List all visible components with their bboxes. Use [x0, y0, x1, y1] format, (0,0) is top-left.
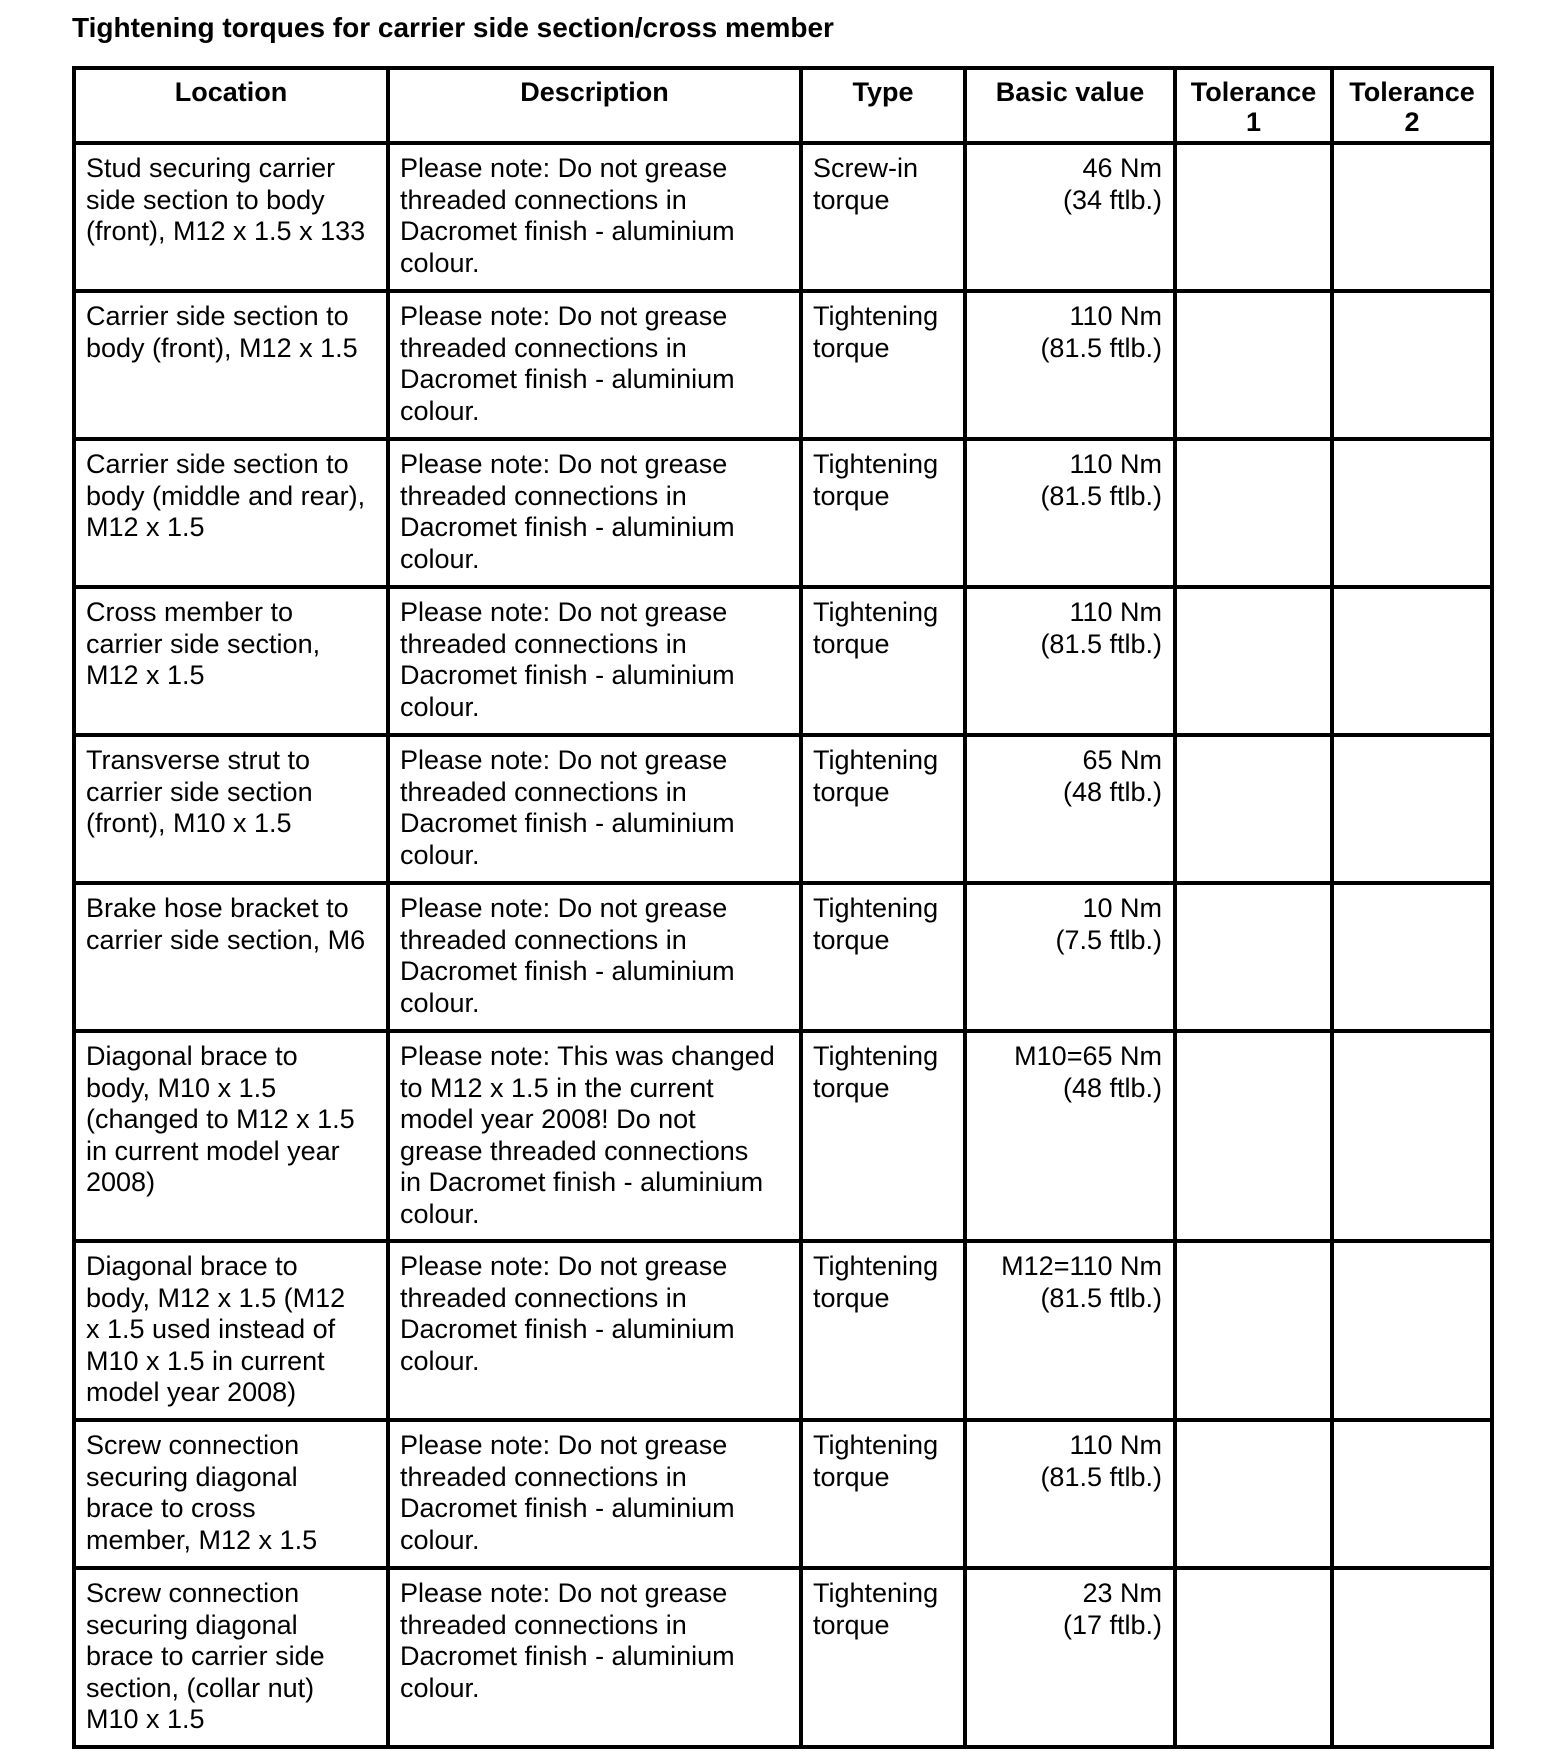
tolerance-1-cell — [1175, 439, 1332, 587]
tolerance-2-cell — [1332, 439, 1492, 587]
description-cell: Please note: Do not grease threaded connections in Dacromet finish - aluminium colour. — [388, 291, 801, 439]
table-row — [74, 439, 1492, 587]
type-cell: Tightening torque — [801, 735, 965, 883]
location-cell: Screw connection securing diagonal brace to cross member, M12 x 1.5 — [74, 1420, 388, 1568]
location-cell: Diagonal brace to body, M10 x 1.5 (changed to M12 x 1.5 in current model year 2008) — [74, 1031, 388, 1241]
table-row — [74, 143, 1492, 291]
tolerance-1-cell — [1175, 1568, 1332, 1747]
basic-value-cell: 110 Nm (81.5 ftlb.) — [965, 587, 1175, 735]
table-row — [74, 1241, 1492, 1420]
tolerance-1-cell — [1175, 1031, 1332, 1241]
basic-value-cell: 46 Nm (34 ftlb.) — [965, 143, 1175, 291]
table-row — [74, 735, 1492, 883]
table-row — [74, 1031, 1492, 1241]
tolerance-2-cell — [1332, 1031, 1492, 1241]
location-cell: Brake hose bracket to carrier side section, M6 — [74, 883, 388, 1031]
tolerance-1-cell — [1175, 587, 1332, 735]
table-row — [74, 587, 1492, 735]
table-row — [74, 883, 1492, 1031]
tolerance-2-cell — [1332, 883, 1492, 1031]
type-cell: Tightening torque — [801, 439, 965, 587]
column-header-description: Description — [388, 68, 801, 143]
basic-value-cell: 110 Nm (81.5 ftlb.) — [965, 291, 1175, 439]
type-cell: Tightening torque — [801, 291, 965, 439]
type-cell: Tightening torque — [801, 587, 965, 735]
tolerance-1-cell — [1175, 1420, 1332, 1568]
tolerance-2-cell — [1332, 1241, 1492, 1420]
description-cell: Please note: Do not grease threaded connections in Dacromet finish - aluminium colour. — [388, 1420, 801, 1568]
basic-value-cell: 23 Nm (17 ftlb.) — [965, 1568, 1175, 1747]
tolerance-1-cell — [1175, 143, 1332, 291]
basic-value-cell: 110 Nm (81.5 ftlb.) — [965, 439, 1175, 587]
basic-value-cell: 110 Nm (81.5 ftlb.) — [965, 1420, 1175, 1568]
tolerance-1-cell — [1175, 1241, 1332, 1420]
type-cell: Tightening torque — [801, 1241, 965, 1420]
column-header-type: Type — [801, 68, 965, 143]
basic-value-cell: M12=110 Nm (81.5 ftlb.) — [965, 1241, 1175, 1420]
description-cell: Please note: Do not grease threaded connections in Dacromet finish - aluminium colour. — [388, 1568, 801, 1747]
tolerance-2-cell — [1332, 587, 1492, 735]
tolerance-2-cell — [1332, 1568, 1492, 1747]
description-cell: Please note: Do not grease threaded connections in Dacromet finish - aluminium colour. — [388, 735, 801, 883]
column-header-basic-value: Basic value — [965, 68, 1175, 143]
tolerance-2-cell — [1332, 143, 1492, 291]
description-cell: Please note: Do not grease threaded connections in Dacromet finish - aluminium colour. — [388, 1241, 801, 1420]
tolerance-1-cell — [1175, 291, 1332, 439]
location-cell: Stud securing carrier side section to body (front), M12 x 1.5 x 133 — [74, 143, 388, 291]
location-cell: Carrier side section to body (front), M12 x 1.5 — [74, 291, 388, 439]
description-cell: Please note: Do not grease threaded connections in Dacromet finish - aluminium colour. — [388, 143, 801, 291]
basic-value-cell: 10 Nm (7.5 ftlb.) — [965, 883, 1175, 1031]
location-cell: Cross member to carrier side section, M12 x 1.5 — [74, 587, 388, 735]
table-row — [74, 1420, 1492, 1568]
type-cell: Tightening torque — [801, 883, 965, 1031]
tolerance-1-cell — [1175, 883, 1332, 1031]
column-header-location: Location — [74, 68, 388, 143]
basic-value-cell: 65 Nm (48 ftlb.) — [965, 735, 1175, 883]
torque-table — [72, 66, 1494, 1749]
tolerance-2-cell — [1332, 735, 1492, 883]
table-row — [74, 291, 1492, 439]
location-cell: Carrier side section to body (middle and rear), M12 x 1.5 — [74, 439, 388, 587]
type-cell: Screw-in torque — [801, 143, 965, 291]
type-cell: Tightening torque — [801, 1031, 965, 1241]
location-cell: Diagonal brace to body, M12 x 1.5 (M12 x 1.5 used instead of M10 x 1.5 in current model year 2008) — [74, 1241, 388, 1420]
type-cell: Tightening torque — [801, 1420, 965, 1568]
table-row — [74, 1568, 1492, 1747]
description-cell: Please note: Do not grease threaded connections in Dacromet finish - aluminium colour. — [388, 883, 801, 1031]
basic-value-cell: M10=65 Nm (48 ftlb.) — [965, 1031, 1175, 1241]
column-header-tolerance-2: Tolerance 2 — [1332, 68, 1492, 143]
description-cell: Please note: Do not grease threaded connections in Dacromet finish - aluminium colour. — [388, 587, 801, 735]
location-cell: Screw connection securing diagonal brace to carrier side section, (collar nut) M10 x 1.5 — [74, 1568, 388, 1747]
tolerance-2-cell — [1332, 291, 1492, 439]
location-cell: Transverse strut to carrier side section (front), M10 x 1.5 — [74, 735, 388, 883]
description-cell: Please note: Do not grease threaded connections in Dacromet finish - aluminium colour. — [388, 439, 801, 587]
tolerance-1-cell — [1175, 735, 1332, 883]
page-title: Tightening torques for carrier side section/cross member — [72, 12, 834, 43]
type-cell: Tightening torque — [801, 1568, 965, 1747]
tolerance-2-cell — [1332, 1420, 1492, 1568]
description-cell: Please note: This was changed to M12 x 1.5 in the current model year 2008! Do not grease threaded connections in Dacromet finish - aluminium colour. — [388, 1031, 801, 1241]
table-header-row — [74, 68, 1492, 143]
column-header-tolerance-1: Tolerance 1 — [1175, 68, 1332, 143]
